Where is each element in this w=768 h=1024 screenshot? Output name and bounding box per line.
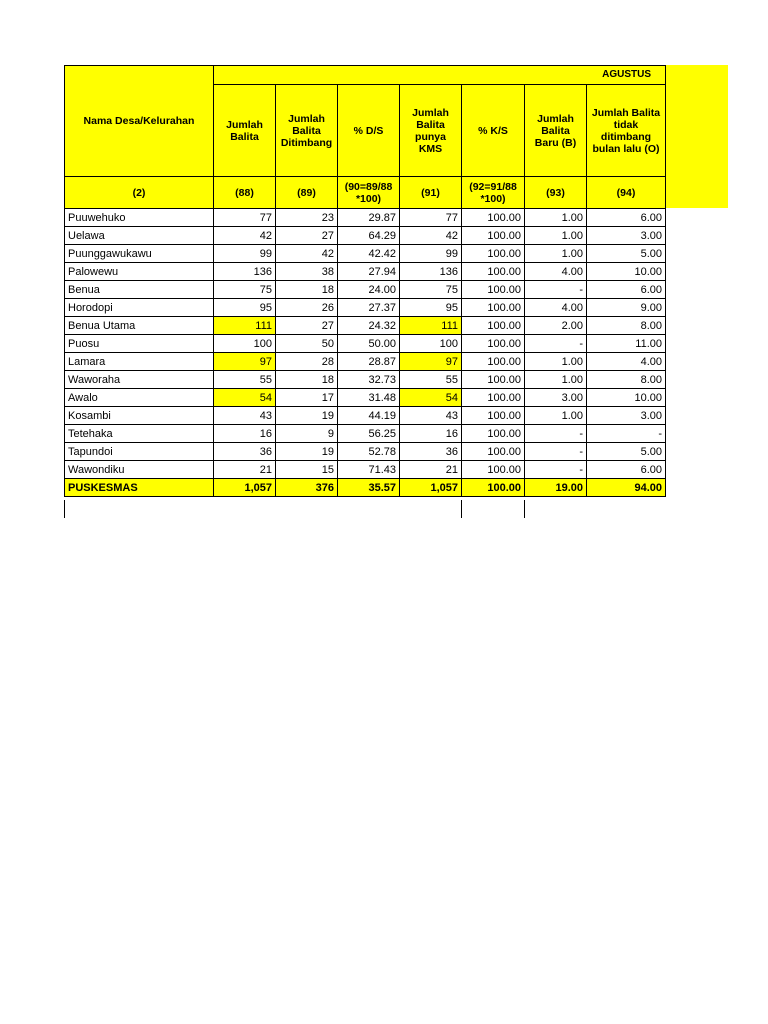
cell-ditimbang: 18 xyxy=(276,281,338,299)
cell-balita-highlighted: 97 xyxy=(214,353,276,371)
cell-baru: 1.00 xyxy=(525,407,587,425)
table-row xyxy=(65,353,666,371)
cell-kms: 42 xyxy=(400,227,462,245)
cell-balita: 16 xyxy=(214,425,276,443)
cell-kms: 75 xyxy=(400,281,462,299)
table-row xyxy=(65,425,666,443)
cell-pct-ks: 100.00 xyxy=(462,425,525,443)
cell-desa: Puunggawukawu xyxy=(65,245,214,263)
cell-ditimbang: 17 xyxy=(276,389,338,407)
cell-tidak: 10.00 xyxy=(587,389,666,407)
cell-desa: Wawondiku xyxy=(65,461,214,479)
cell-tidak: - xyxy=(587,425,666,443)
total-pct-ds: 35.57 xyxy=(338,479,400,497)
cell-ditimbang: 27 xyxy=(276,317,338,335)
header-pct-ds: % D/S xyxy=(338,85,400,177)
cell-balita: 21 xyxy=(214,461,276,479)
code-pct-ks: (92=91/88 *100) xyxy=(462,177,525,209)
cell-pct-ds: 42.42 xyxy=(338,245,400,263)
cell-pct-ks: 100.00 xyxy=(462,281,525,299)
table-row xyxy=(65,299,666,317)
cell-pct-ds: 27.94 xyxy=(338,263,400,281)
cell-baru: 4.00 xyxy=(525,299,587,317)
cell-tidak: 3.00 xyxy=(587,227,666,245)
cell-pct-ds: 56.25 xyxy=(338,425,400,443)
cell-baru: - xyxy=(525,443,587,461)
cell-baru: - xyxy=(525,425,587,443)
code-balita-baru: (93) xyxy=(525,177,587,209)
trailing-border-left xyxy=(64,500,65,518)
cell-kms: 136 xyxy=(400,263,462,281)
cell-ditimbang: 19 xyxy=(276,407,338,425)
header-punya-kms: Jumlah Balita punya KMS xyxy=(400,85,462,177)
table-row xyxy=(65,317,666,335)
table-row xyxy=(65,461,666,479)
cell-kms-highlighted: 54 xyxy=(400,389,462,407)
cell-pct-ds: 28.87 xyxy=(338,353,400,371)
cell-desa: Horodopi xyxy=(65,299,214,317)
cell-pct-ks: 100.00 xyxy=(462,299,525,317)
cell-pct-ds: 31.48 xyxy=(338,389,400,407)
cell-kms-highlighted: 97 xyxy=(400,353,462,371)
cell-pct-ks: 100.00 xyxy=(462,245,525,263)
cell-balita-highlighted: 111 xyxy=(214,317,276,335)
cell-tidak: 6.00 xyxy=(587,461,666,479)
cell-kms: 77 xyxy=(400,209,462,227)
total-label: PUSKESMAS xyxy=(65,479,214,497)
cell-pct-ks: 100.00 xyxy=(462,317,525,335)
cell-tidak: 9.00 xyxy=(587,299,666,317)
cell-kms: 43 xyxy=(400,407,462,425)
table-row xyxy=(65,407,666,425)
code-tidak-ditimbang: (94) xyxy=(587,177,666,209)
cell-pct-ds: 44.19 xyxy=(338,407,400,425)
cell-balita: 42 xyxy=(214,227,276,245)
cell-pct-ks: 100.00 xyxy=(462,407,525,425)
cell-desa: Puuwehuko xyxy=(65,209,214,227)
cell-pct-ds: 24.00 xyxy=(338,281,400,299)
cell-pct-ks: 100.00 xyxy=(462,227,525,245)
trailing-border-right xyxy=(524,500,525,518)
code-pct-ds: (90=89/88 *100) xyxy=(338,177,400,209)
header-ditimbang: Jumlah Balita Ditimbang xyxy=(276,85,338,177)
cell-balita: 75 xyxy=(214,281,276,299)
cell-desa: Palowewu xyxy=(65,263,214,281)
balita-table xyxy=(64,65,666,497)
cell-baru: 1.00 xyxy=(525,227,587,245)
cell-pct-ks: 100.00 xyxy=(462,461,525,479)
cell-baru: - xyxy=(525,281,587,299)
cell-tidak: 6.00 xyxy=(587,281,666,299)
table-row xyxy=(65,209,666,227)
cell-baru: 1.00 xyxy=(525,371,587,389)
table-row xyxy=(65,245,666,263)
cell-desa: Benua Utama xyxy=(65,317,214,335)
total-kms: 1,057 xyxy=(400,479,462,497)
cell-desa: Waworaha xyxy=(65,371,214,389)
total-row xyxy=(65,479,666,497)
code-ditimbang: (89) xyxy=(276,177,338,209)
header-month: AGUSTUS xyxy=(214,66,666,85)
cell-desa: Benua xyxy=(65,281,214,299)
cell-kms-highlighted: 111 xyxy=(400,317,462,335)
cell-tidak: 8.00 xyxy=(587,371,666,389)
cell-pct-ks: 100.00 xyxy=(462,209,525,227)
total-ditimbang: 376 xyxy=(276,479,338,497)
cell-balita: 55 xyxy=(214,371,276,389)
cell-tidak: 4.00 xyxy=(587,353,666,371)
cell-pct-ks: 100.00 xyxy=(462,263,525,281)
cell-desa: Puosu xyxy=(65,335,214,353)
cell-desa: Uelawa xyxy=(65,227,214,245)
cell-pct-ks: 100.00 xyxy=(462,353,525,371)
cell-desa: Tapundoi xyxy=(65,443,214,461)
cell-pct-ks: 100.00 xyxy=(462,389,525,407)
cell-baru: 1.00 xyxy=(525,245,587,263)
cell-baru: 3.00 xyxy=(525,389,587,407)
table-row xyxy=(65,227,666,245)
cell-pct-ds: 64.29 xyxy=(338,227,400,245)
cell-tidak: 8.00 xyxy=(587,317,666,335)
header-pct-ks: % K/S xyxy=(462,85,525,177)
cell-kms: 36 xyxy=(400,443,462,461)
cell-kms: 16 xyxy=(400,425,462,443)
cell-baru: 2.00 xyxy=(525,317,587,335)
cell-baru: - xyxy=(525,335,587,353)
cell-ditimbang: 9 xyxy=(276,425,338,443)
cell-kms: 99 xyxy=(400,245,462,263)
cell-ditimbang: 26 xyxy=(276,299,338,317)
cell-ditimbang: 23 xyxy=(276,209,338,227)
cell-kms: 100 xyxy=(400,335,462,353)
cell-kms: 21 xyxy=(400,461,462,479)
cell-tidak: 11.00 xyxy=(587,335,666,353)
cell-pct-ds: 52.78 xyxy=(338,443,400,461)
cell-tidak: 6.00 xyxy=(587,209,666,227)
cell-baru: 1.00 xyxy=(525,209,587,227)
cell-ditimbang: 28 xyxy=(276,353,338,371)
cell-tidak: 3.00 xyxy=(587,407,666,425)
cell-balita: 100 xyxy=(214,335,276,353)
cell-pct-ds: 32.73 xyxy=(338,371,400,389)
cell-balita-highlighted: 54 xyxy=(214,389,276,407)
cell-ditimbang: 27 xyxy=(276,227,338,245)
total-baru: 19.00 xyxy=(525,479,587,497)
cell-pct-ds: 29.87 xyxy=(338,209,400,227)
code-desa: (2) xyxy=(65,177,214,209)
header-tidak-ditimbang: Jumlah Balita tidak ditimbang bulan lalu (O) xyxy=(587,85,666,177)
cell-ditimbang: 19 xyxy=(276,443,338,461)
total-balita: 1,057 xyxy=(214,479,276,497)
cell-ditimbang: 18 xyxy=(276,371,338,389)
cell-baru: - xyxy=(525,461,587,479)
cell-pct-ds: 71.43 xyxy=(338,461,400,479)
cell-pct-ds: 27.37 xyxy=(338,299,400,317)
cell-pct-ks: 100.00 xyxy=(462,335,525,353)
code-punya-kms: (91) xyxy=(400,177,462,209)
cell-ditimbang: 38 xyxy=(276,263,338,281)
table-row xyxy=(65,443,666,461)
cell-tidak: 10.00 xyxy=(587,263,666,281)
cell-tidak: 5.00 xyxy=(587,245,666,263)
cell-balita: 77 xyxy=(214,209,276,227)
cell-pct-ds: 24.32 xyxy=(338,317,400,335)
cell-ditimbang: 15 xyxy=(276,461,338,479)
cell-pct-ds: 50.00 xyxy=(338,335,400,353)
cell-desa: Kosambi xyxy=(65,407,214,425)
table-row xyxy=(65,371,666,389)
header-jumlah-balita: Jumlah Balita xyxy=(214,85,276,177)
total-tidak: 94.00 xyxy=(587,479,666,497)
table-row xyxy=(65,389,666,407)
cell-baru: 1.00 xyxy=(525,353,587,371)
trailing-border-mid xyxy=(461,500,462,518)
cell-kms: 55 xyxy=(400,371,462,389)
code-jumlah-balita: (88) xyxy=(214,177,276,209)
cell-baru: 4.00 xyxy=(525,263,587,281)
header-desa: Nama Desa/Kelurahan xyxy=(65,66,214,177)
cell-balita: 43 xyxy=(214,407,276,425)
table-row xyxy=(65,335,666,353)
table-row xyxy=(65,263,666,281)
total-pct-ks: 100.00 xyxy=(462,479,525,497)
cell-desa: Lamara xyxy=(65,353,214,371)
cell-tidak: 5.00 xyxy=(587,443,666,461)
cell-desa: Tetehaka xyxy=(65,425,214,443)
cell-ditimbang: 42 xyxy=(276,245,338,263)
cell-pct-ks: 100.00 xyxy=(462,443,525,461)
table-row xyxy=(65,281,666,299)
cell-ditimbang: 50 xyxy=(276,335,338,353)
cell-balita: 136 xyxy=(214,263,276,281)
cell-balita: 95 xyxy=(214,299,276,317)
header-balita-baru: Jumlah Balita Baru (B) xyxy=(525,85,587,177)
cell-balita: 36 xyxy=(214,443,276,461)
cell-balita: 99 xyxy=(214,245,276,263)
cell-kms: 95 xyxy=(400,299,462,317)
cell-pct-ks: 100.00 xyxy=(462,371,525,389)
cell-desa: Awalo xyxy=(65,389,214,407)
